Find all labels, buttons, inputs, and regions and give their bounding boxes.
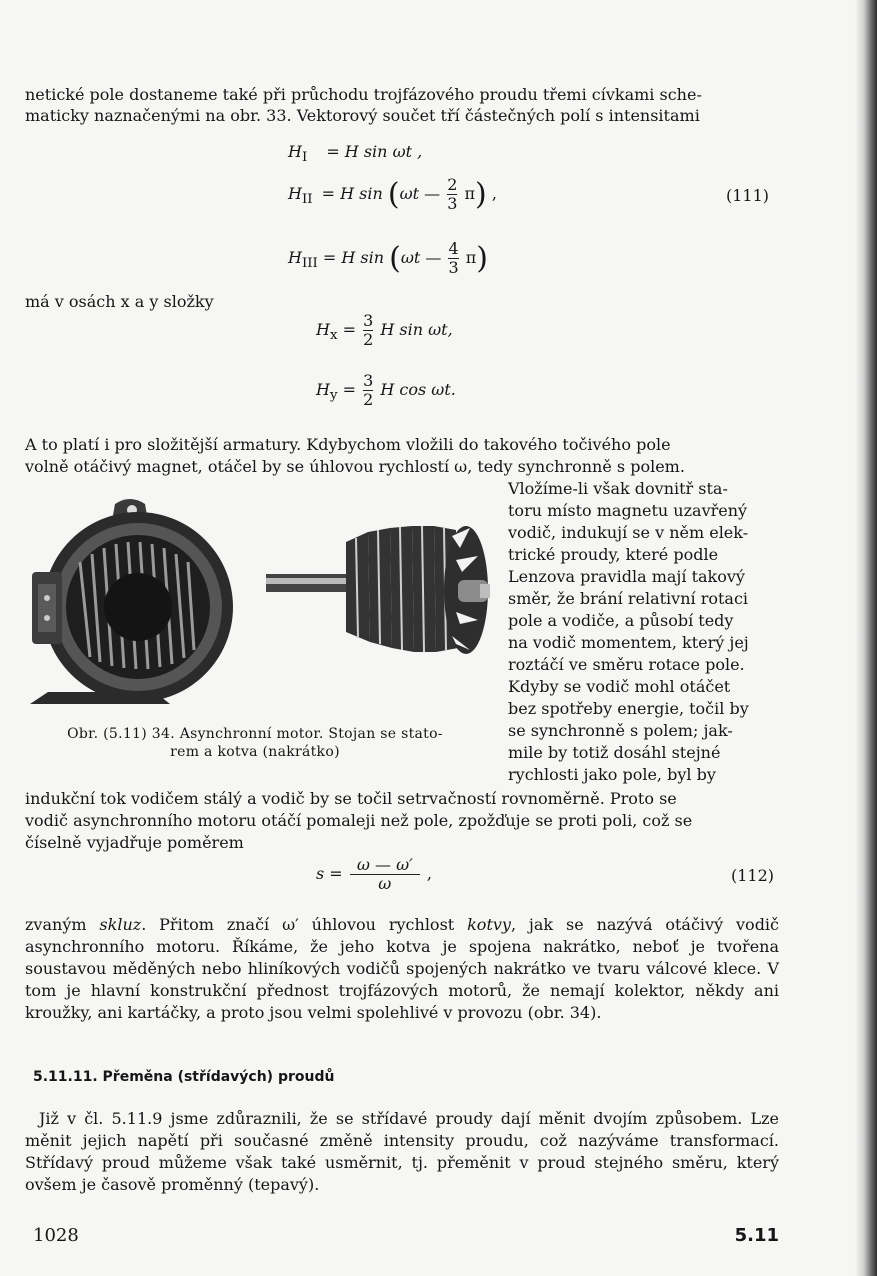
stator-image xyxy=(30,499,233,704)
side-column-line: trické proudy, které podle xyxy=(508,545,719,564)
para2-line-2: volně otáčivý magnet, otáčel by se úhlovou rychlostí ω, tedy synchronně s polem. xyxy=(25,457,685,476)
term-skluz: skluz xyxy=(99,915,142,934)
intro-line-2: maticky naznačenými na obr. 33. Vektorový součet tří částečných polí s intensitami xyxy=(25,106,700,125)
side-column-line: roztáčí ve směru rotace pole. xyxy=(508,655,745,674)
motor-figure xyxy=(20,492,490,722)
side-column-text xyxy=(508,478,776,786)
equation-hx: $H_x$ = $\frac{3}{2}$ H sin ωt, xyxy=(316,311,453,349)
intro-line-1: netické pole dostaneme také při průchodu trojfázového proudu třemi cívkami sche- xyxy=(25,85,702,104)
para3-line-1: indukční tok vodičem stálý a vodič by se točil setrvačností rovnoměrně. Proto se xyxy=(25,789,677,808)
components-text: má v osách x a y složky xyxy=(25,292,214,311)
term-kotvy: kotvy xyxy=(467,915,511,934)
equation-h3: $H_{III} = H$ sin (ωt — $\frac{4}{3}$ π) xyxy=(288,239,488,277)
equation-slip: s = $\frac{\omega — \omega'}{\omega}$ , xyxy=(316,855,432,893)
side-column-line: rychlosti jako pole, byl by xyxy=(508,765,716,784)
figure-caption xyxy=(25,725,485,761)
para5: Již v čl. 5.11.9 jsme zdůraznili, že se střídavé proudy dají měnit dvojím způsobem. Lze měnit jejich napětí při současné změně intensity proudu, což nazýváme transformací. Střídavý proud můžeme však také usměrnit, tj. přeměnit v proud stejného směru, který ovšem je časově proměnný (tepavý). xyxy=(25,1109,779,1194)
equation-h1: $H_I = H$ sin ωt , xyxy=(288,142,423,166)
running-section: 5.11 xyxy=(734,1225,779,1246)
para3-line-3: číselně vyjadřuje poměrem xyxy=(25,833,244,852)
side-column-line: bez spotřeby energie, točil by xyxy=(508,699,749,718)
equation-hy: $H_y$ = $\frac{3}{2}$ H cos ωt. xyxy=(316,371,456,409)
side-column-line: Lenzova pravidla mají takový xyxy=(508,567,745,586)
side-column-line: mile by totiž dosáhl stejné xyxy=(508,743,721,762)
para2-line-1: A to platí i pro složitější armatury. Kdybychom vložili do takového točivého pole xyxy=(25,435,671,454)
rotor-image xyxy=(266,526,490,654)
para3-line-2: vodič asynchronního motoru otáčí pomaleji než pole, zpožďuje se proti poli, což se xyxy=(25,811,693,830)
side-column-line: se synchronně s polem; jak- xyxy=(508,721,733,740)
side-column-line: vodič, indukují se v něm elek- xyxy=(508,523,749,542)
equation-number-112: (112) xyxy=(731,866,775,885)
page-number: 1028 xyxy=(33,1225,79,1246)
side-column-line: pole a vodiče, a působí tedy xyxy=(508,611,734,630)
equation-number-111: (111) xyxy=(726,186,770,205)
side-column-line: na vodič momentem, který jej xyxy=(508,633,749,652)
para4: zvaným skluz. Přitom značí ω′ úhlovou rychlost kotvy, jak se nazývá otáčivý vodič asynchronního motoru. Říkáme, že jeho kotva je spojena nakrátko, neboť je tvořena soustavou měděných nebo hliníkových vodičů spojených nakrátko ve tvaru válcové klece. V tom je hlavní konstrukční přednost trojfázových motorů, že nemají kolektor, někdy ani kroužky, ani kartáčky, a proto jsou velmi spolehlivé v provozu (obr. 34). xyxy=(25,915,780,1022)
side-column-line: Vložíme-li však dovnitř sta- xyxy=(508,479,728,498)
side-column-line: Kdyby se vodič mohl otáčet xyxy=(508,677,731,696)
side-column-line: směr, že brání relativní rotaci xyxy=(508,589,749,608)
section-heading: 5.11.11. Přeměna (střídavých) proudů xyxy=(33,1069,335,1085)
side-column-line: toru místo magnetu uzavřený xyxy=(508,501,748,520)
caption-line-2: rem a kotva (nakrátko) xyxy=(170,744,340,760)
book-spine-shadow xyxy=(855,0,877,1276)
caption-line-1: Obr. (5.11) 34. Asynchronní motor. Stojan se stato- xyxy=(67,726,443,742)
equation-h2: $H_{II} = H$ sin (ωt — $\frac{2}{3}$ π) , xyxy=(288,175,497,213)
